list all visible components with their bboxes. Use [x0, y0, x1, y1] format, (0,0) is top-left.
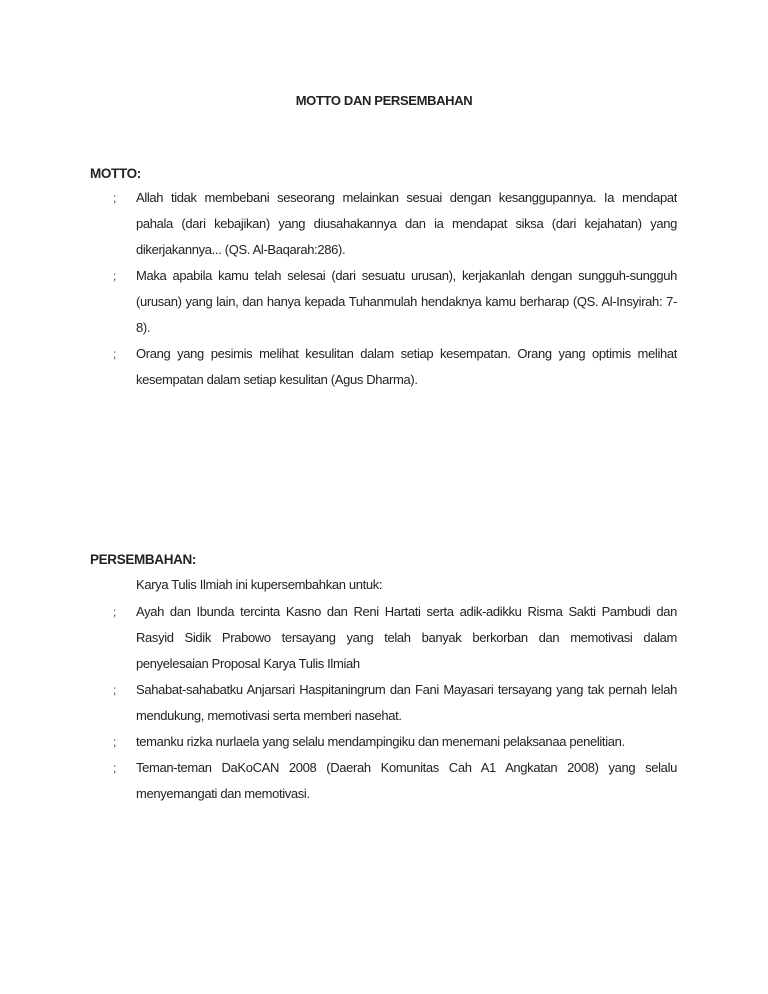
text-line: menyemangati dan memotivasi.: [136, 786, 310, 801]
bullet-marker: ;: [113, 191, 117, 205]
page-title: MOTTO DAN PERSEMBAHAN: [295, 93, 473, 108]
list-item: [113, 341, 677, 393]
list-item: [113, 185, 677, 263]
list-item: [113, 599, 677, 677]
text-line: kesempatan dalam setiap kesulitan (Agus Dharma).: [136, 372, 418, 387]
text-line: Teman-teman DaKoCAN 2008 (Daerah Komunitas Cah A1 Angkatan 2008) yang selalu: [136, 760, 677, 775]
list-item: [113, 263, 677, 341]
text-line: Allah tidak membebani seseorang melainkan sesuai dengan kesanggupannya. Ia mendapat: [136, 190, 677, 205]
text-line: Sahabat-sahabatku Anjarsari Haspitaningrum dan Fani Mayasari tersayang yang tak pernah lelah: [136, 682, 677, 697]
list-item: [113, 729, 677, 755]
list-item: [113, 677, 677, 729]
text-line: Orang yang pesimis melihat kesulitan dalam setiap kesempatan. Orang yang optimis melihat: [136, 346, 677, 361]
text-line: Rasyid Sidik Prabowo tersayang yang telah banyak berkorban dan memotivasi dalam: [136, 630, 677, 645]
motto-heading: MOTTO:: [90, 166, 141, 181]
text-line: 8).: [136, 320, 151, 335]
bullet-marker: ;: [113, 269, 117, 283]
text-line: dikerjakannya... (QS. Al-Baqarah:286).: [136, 242, 346, 257]
text-line: mendukung, memotivasi serta memberi nasehat.: [136, 708, 402, 723]
text-line: pahala (dari kebajikan) yang diusahakannya dan ia mendapat siksa (dari kejahatan) yang: [136, 216, 677, 231]
motto-list: [113, 185, 677, 393]
persembahan-intro: Karya Tulis Ilmiah ini kupersembahkan untuk:: [136, 577, 383, 592]
bullet-marker: ;: [113, 735, 117, 749]
persembahan-list: [113, 599, 677, 807]
text-line: (urusan) yang lain, dan hanya kepada Tuhanmulah hendaknya kamu berharap (QS. Al-Insyirah: 7-: [136, 294, 677, 309]
text-line: Maka apabila kamu telah selesai (dari sesuatu urusan), kerjakanlah dengan sungguh-sungguh: [136, 268, 677, 283]
bullet-marker: ;: [113, 605, 117, 619]
bullet-marker: ;: [113, 683, 117, 697]
text-line: Ayah dan Ibunda tercinta Kasno dan Reni Hartati serta adik-adikku Risma Sakti Pambudi dan: [136, 604, 677, 619]
list-item: [113, 755, 677, 807]
bullet-marker: ;: [113, 761, 117, 775]
text-line: temanku rizka nurlaela yang selalu mendampingiku dan menemani pelaksanaa penelitian.: [136, 734, 625, 749]
text-line: penyelesaian Proposal Karya Tulis Ilmiah: [136, 656, 360, 671]
bullet-marker: ;: [113, 347, 117, 361]
persembahan-heading: PERSEMBAHAN:: [90, 552, 197, 567]
